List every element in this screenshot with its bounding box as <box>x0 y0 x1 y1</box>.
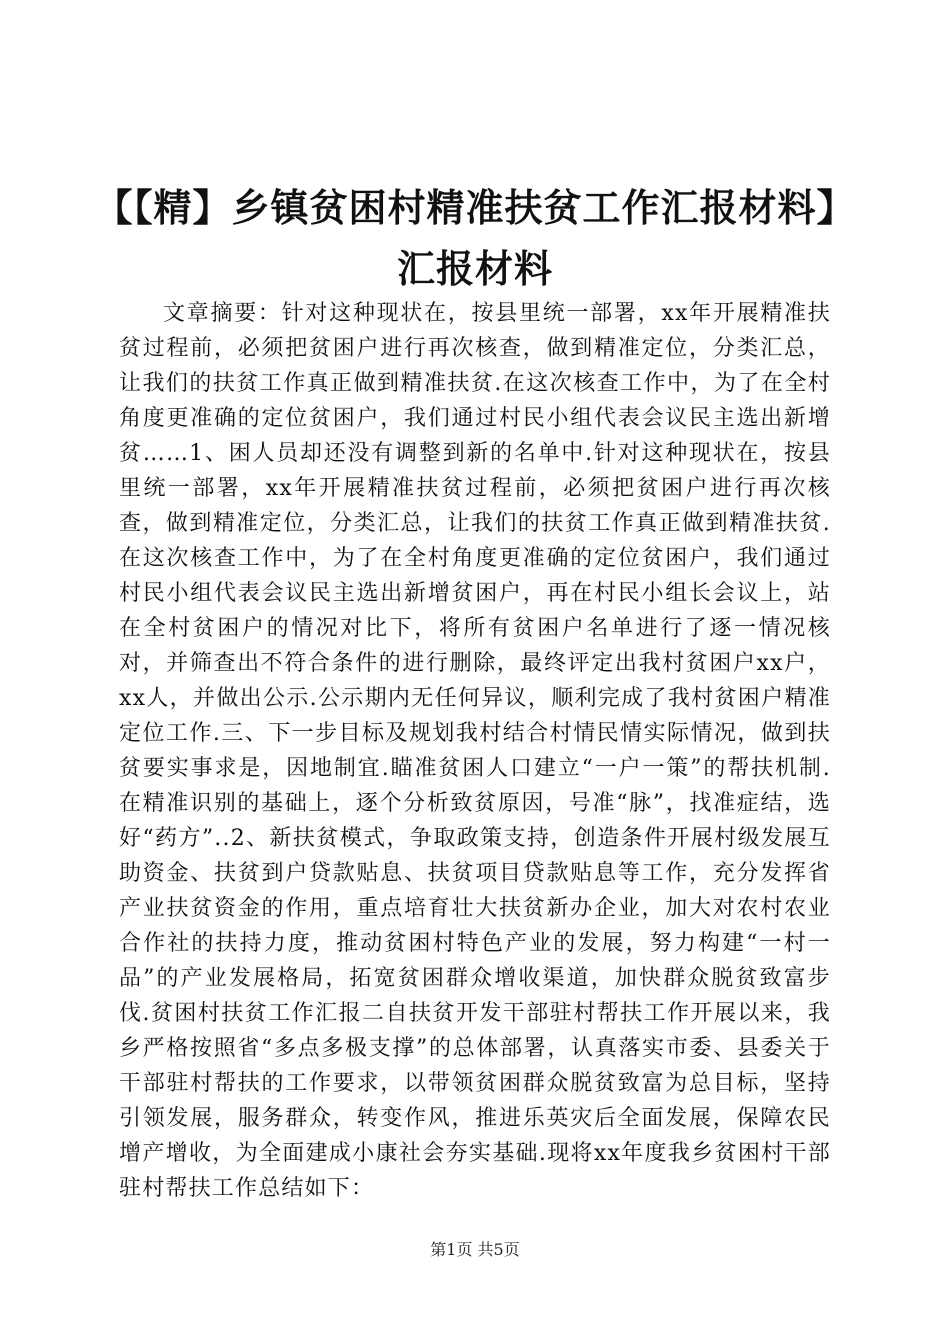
document-title-line-1: 【【精】乡镇贫困村精准扶贫工作汇报材料】 <box>94 185 856 230</box>
page-number-footer: 第1页 共5页 <box>430 1240 520 1259</box>
document-title-line-2: 汇报材料 <box>396 246 553 291</box>
document-body-paragraph: 文章摘要：针对这种现状在，按县里统一部署，xx年开展精准扶贫过程前，必须把贫困户进行再次核查，做到精准定位，分类汇总，让我们的扶贫工作真正做到精准扶贫.在这次核查工作中，为了在全村角度更准确的定位贫困户，我们通过村民小组代表会议民主选出新增贫……1、困人员却还没有调整到新的名单中.针对这种现状在，按县里统一部署，xx年开展精准扶贫过程前，必须把贫困户进行再次核查，做到精准定位，分类汇总，让我们的扶贫工作真正做到精准扶贫.在这次核查工作中，为了在全村角度更准确的定位贫困户，我们通过村民小组代表会议民主选出新增贫困户，再在村民小组长会议上，站在全村贫困户的情况对比下，将所有贫困户名单进行了逐一情况核对，并筛查出不符合条件的进行删除，最终评定出我村贫困户xx户，xx人，并做出公示.公示期内无任何异议，顺利完成了我村贫困户精准定位工作.三、下一步目标及规划我村结合村情民情实际情况，做到扶贫要实事求是，因地制宜.瞄准贫困人口建立“一户一策”的帮扶机制.在精准识别的基础上，逐个分析致贫原因，号准“脉”，找准症结，选好“药方”..2、新扶贫模式，争取政策支持，创造条件开展村级发展互助资金、扶贫到户贷款贴息、扶贫项目贷款贴息等工作，充分发挥省产业扶贫资金的作用，重点培育壮大扶贫新办企业，加大对农村农业合作社的扶持力度，推动贫困村特色产业的发展，努力构建“一村一品”的产业发展格局，拓宽贫困群众增收渠道，加快群众脱贫致富步伐.贫困村扶贫工作汇报二自扶贫开发干部驻村帮扶工作开展以来，我乡严格按照省“多点多极支撑”的总体部署，认真落实市委、县委关于干部驻村帮扶的工作要求，以带领贫困群众脱贫致富为总目标，坚持引领发展，服务群众，转变作风，推进乐英灾后全面发展，保障农民增产增收，为全面建成小康社会夯实基础.现将xx年度我乡贫困村干部驻村帮扶工作总结如下： <box>119 301 831 1201</box>
